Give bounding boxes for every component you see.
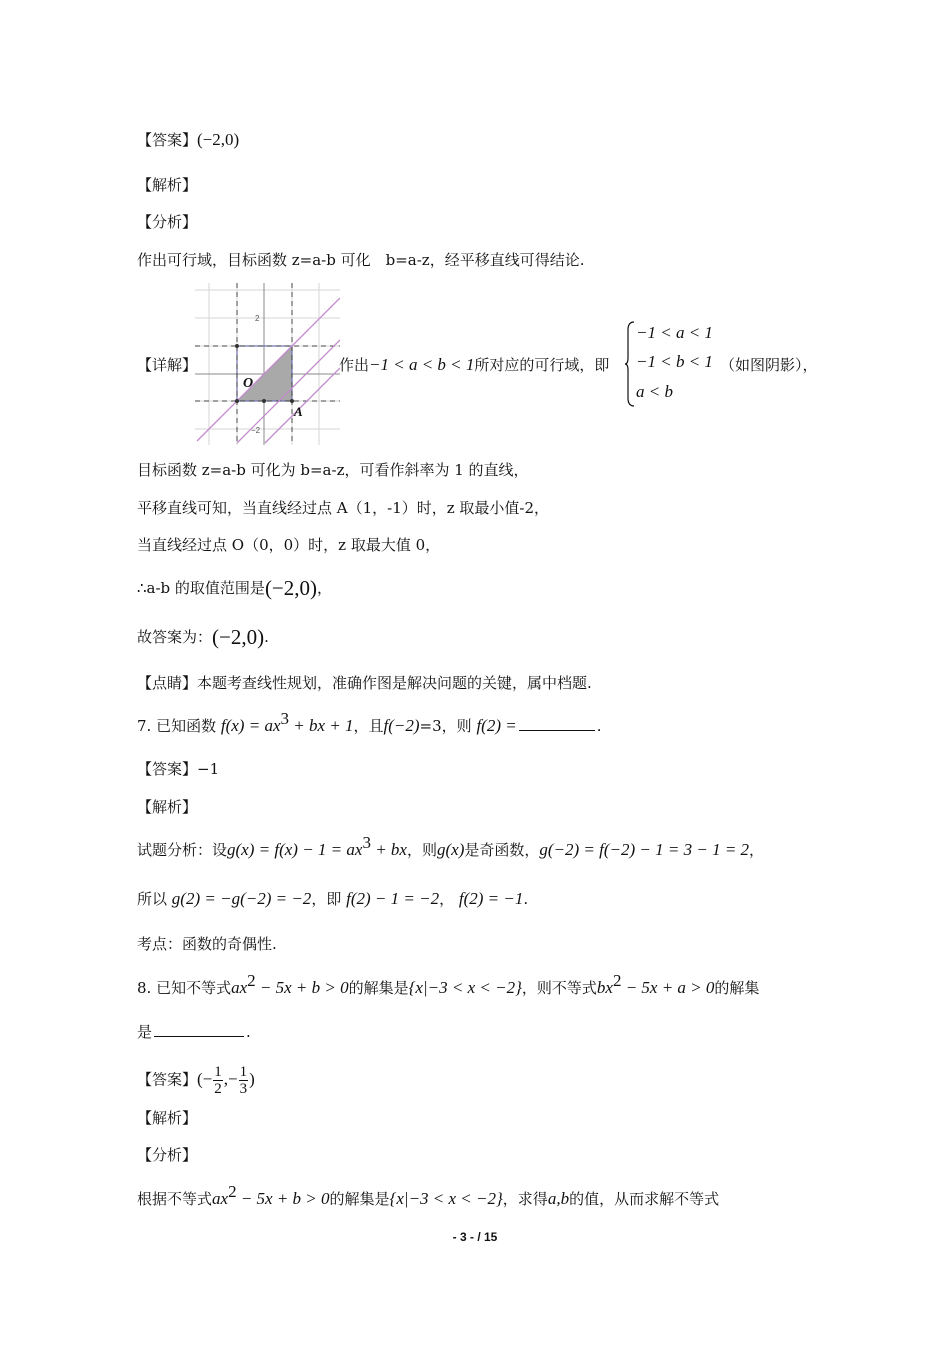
q6-line3: 当直线经过点 O（0，0）时，z 取最大值 0， [137, 536, 441, 554]
last-mid: 的解集是 [329, 1190, 390, 1208]
q8-stem-pre: 8. 已知不等式 [137, 979, 232, 997]
sol1-pre: 试题分析：设 [137, 841, 228, 859]
q8-last-line: 根据不等式$ax^2 - 5x + b > 0$的解集是{x|−3 < x < −2}，求得a,b的值，从而求解不等式 [137, 1182, 720, 1208]
q7-sol2 [137, 889, 528, 909]
frac2-num: 1 [239, 1064, 248, 1080]
last-end: 的值，从而求解不等式 [569, 1190, 720, 1208]
sol1-odd: 是奇函数， [464, 841, 540, 859]
q6-line2: 平移直线可知，当直线经过点 A（1，-1）时，z 取最小值-2， [137, 499, 550, 517]
q7-stem: 7. 已知函数 $f(x) = ax^3$ + bx + 1，且f(−2)=3，则 f(2) = . [137, 709, 602, 735]
page-number: - 3 - / 15 [452, 1230, 498, 1244]
ans-open: (− [197, 1069, 213, 1089]
q8-analysis-tag: 【解析】 [137, 1109, 198, 1127]
q6-comment [137, 673, 592, 693]
frac-1-2 [213, 1064, 223, 1097]
q8-ineq1b: − 5x + b > 0 [255, 978, 349, 997]
tick-neg2: −2 [251, 426, 261, 435]
q7-stem-pre: 7. 已知函数 [137, 717, 217, 735]
q7-analysis-tag: 【解析】 [137, 798, 198, 816]
comment-tag: 【点睛】 [137, 674, 198, 692]
last-set: {x|−3 < x < −2} [389, 1189, 503, 1208]
q8-set1: {x|−3 < x < −2} [408, 978, 522, 997]
q7-func2: + bx + 1 [288, 716, 354, 735]
q8-end: 的解集 [714, 979, 760, 997]
detail-math: −1 < a < b < 1 [369, 355, 475, 374]
q8-stem-line2 [137, 1022, 251, 1042]
sol2-mid: ，即 [311, 890, 342, 908]
q7-mid: ，且 [353, 717, 384, 735]
q6-analysis-tag: 【解析】 [137, 176, 198, 194]
q6-detail-post: （如图阴影）， [720, 356, 818, 374]
line4-math: (−2,0) [264, 576, 318, 600]
frac2-den: 3 [239, 1081, 248, 1097]
q7-answer-line [137, 759, 219, 779]
detail-pre: 作出 [339, 356, 370, 374]
last-ab: a,b [547, 1189, 570, 1208]
q8-ineq2b: − 5x + a > 0 [621, 978, 715, 997]
q8-line2-end: . [246, 1023, 251, 1041]
q6-line4 [137, 578, 332, 598]
sol2-end: . [523, 890, 529, 908]
q8-ineq2: bx [596, 978, 613, 997]
answer-tag: 【答案】 [137, 1070, 198, 1089]
q6-detail-line [339, 355, 609, 375]
comment-text: 本题考查线性规划，准确作图是解决问题的关键，属中档题. [197, 674, 592, 692]
q7-ask: f(2) = [476, 716, 517, 735]
q8-line2: 是 [137, 1023, 153, 1041]
sol1-end: ， [749, 841, 765, 859]
sol2-a: g(2) = −g(−2) = −2 [171, 889, 312, 908]
q7-func: f(x) = ax [220, 716, 281, 735]
frac1-den: 2 [214, 1081, 222, 1097]
ans-close: ) [249, 1069, 255, 1089]
sys-row-1: −1 < a < 1 [636, 323, 713, 342]
last-pre: 根据不等式 [137, 1190, 213, 1208]
q7-cond: f(−2) [383, 716, 420, 735]
sol1-val: g(−2) = f(−2) − 1 = 3 − 1 = 2 [539, 840, 750, 859]
sys-row-2: −1 < b < 1 [636, 352, 713, 371]
sol2-sep: ， [439, 890, 455, 908]
sol1-gx: g(x) [436, 840, 465, 859]
sys-row-3: a < b [636, 382, 673, 401]
sol1-mid: ，则 [406, 841, 437, 859]
sol2-pre: 所以 [137, 890, 168, 908]
sol2-b: f(2) − 1 = −2 [346, 889, 440, 908]
q7-kaodian: 考点：函数的奇偶性. [137, 935, 277, 953]
q6-answer-line [137, 130, 239, 150]
label-a: A [294, 404, 303, 419]
label-o: O [243, 376, 254, 391]
q6-line1: 目标函数 z=a-b 可化为 b=a-z，可看作斜率为 1 的直线， [137, 461, 529, 479]
frac-1-3 [239, 1064, 249, 1097]
line4-post: ， [317, 579, 333, 597]
inequality-system [624, 320, 734, 408]
q8-answer-line [137, 1064, 255, 1097]
q7-sol1: 试题分析：设$g(x) = f(x) - 1 = ax^3$ + bx，则g(x)是奇函数，g(−2) = f(−2) − 1 = 3 − 1 = 2， [137, 833, 765, 859]
line5-math: (−2,0) [212, 625, 265, 649]
sol1-math2: + bx [370, 840, 407, 859]
line5-pre: 故答案为： [137, 628, 213, 646]
answer-value: −1 [197, 760, 220, 778]
q6-fenxi-tag: 【分析】 [137, 213, 198, 231]
line5-post: . [264, 628, 269, 646]
q8-fenxi-tag: 【分析】 [137, 1146, 198, 1164]
q7-cond-val: =3，则 [419, 717, 472, 735]
last-ineqb: − 5x + b > 0 [236, 1189, 330, 1208]
answer-tag: 【答案】 [137, 131, 198, 149]
q6-fenxi-text: 作出可行域，目标函数 z=a-b 可化 b=a-z，经平移直线可得结论. [137, 251, 585, 269]
q8-stem: 8. 已知不等式$ax^2 - 5x + b > 0$的解集是{x|−3 < x < −2}，则不等式$bx^2 - 5x + a > 0$的解集 [137, 971, 760, 997]
q6-detail-tag: 【详解】 [137, 356, 198, 374]
sol2-c: f(2) = −1 [458, 889, 524, 908]
sol1-math: g(x) = f(x) − 1 = ax [227, 840, 363, 859]
ans-mid: ,− [223, 1069, 238, 1089]
q8-ineq1: ax [231, 978, 248, 997]
frac1-num: 1 [214, 1064, 222, 1080]
q6-line5 [137, 627, 269, 647]
answer-tag: 【答案】 [137, 760, 198, 778]
last-mid2: ，求得 [502, 1190, 548, 1208]
feasible-region-figure [195, 283, 340, 445]
detail-mid: 所对应的可行域，即 [474, 356, 610, 374]
q8-mid2: ，则不等式 [521, 979, 597, 997]
tick-2: 2 [255, 314, 260, 323]
answer-value: (−2,0) [197, 130, 240, 149]
line4-pre: ∴a-b 的取值范围是 [137, 579, 265, 597]
q7-end: . [596, 717, 602, 735]
q8-blank[interactable] [154, 1022, 244, 1037]
last-ineq: ax [212, 1189, 229, 1208]
q7-blank[interactable] [519, 716, 595, 731]
q8-mid: 的解集是 [348, 979, 409, 997]
